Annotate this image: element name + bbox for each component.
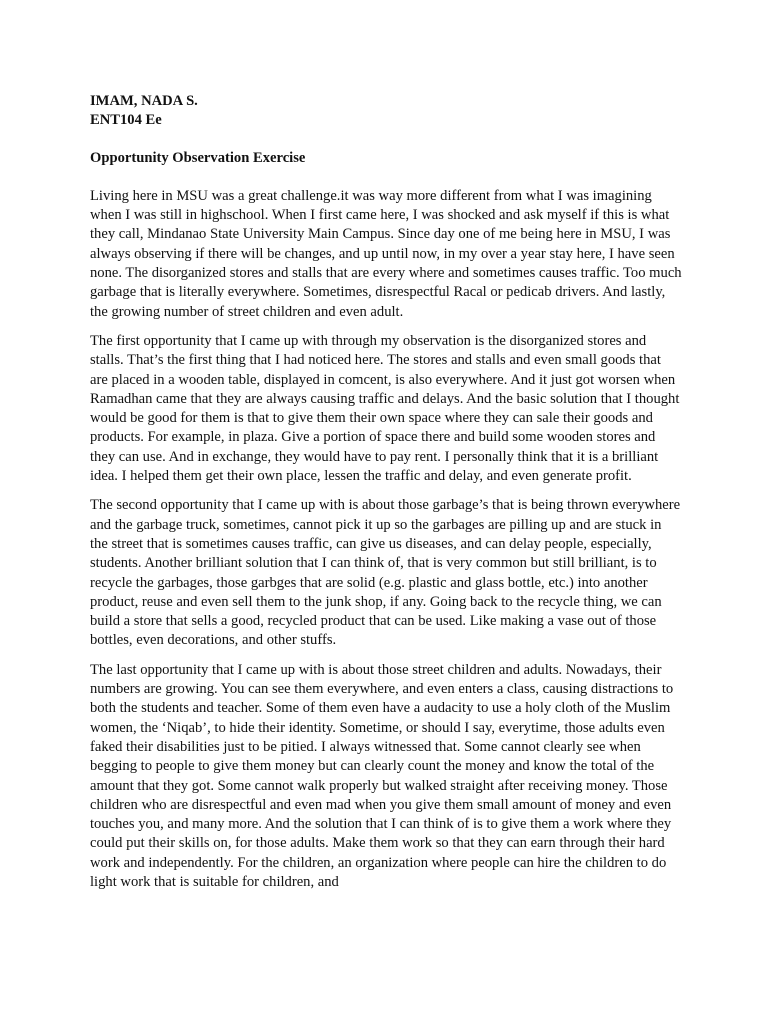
paragraph-second-opportunity: The second opportunity that I came up with is about those garbage’s that is being thrown everywhere and the garbage truck, sometimes, cannot pick it up so the garbages are pilling up and are stuck in the street that is sometimes causes traffic, can give us diseases, and can delay people, especially, students. Another brilliant solution that I can think of, that is very common but still brilliant, is to recycle the garbages, those garbges that are solid (e.g. plastic and glass bottle, etc.) into another product, reuse and even sell them to the junk shop, if any. Going back to the recycle thing, we can build a store that sells a good, recycled product that can be used. Like making a vase out of those bottles, even decorations, and other stuffs. (90, 497, 681, 649)
document-body (90, 92, 682, 892)
course-code: ENT104 Ee (90, 112, 162, 129)
paragraph-intro: Living here in MSU was a great challenge.it was way more different from what I was imagining when I was still in highschool. When I first came here, I was shocked and ask myself if this is what they call, Mindanao State University Main Campus. Since day one of me being here in MSU, I was always observing if there will be changes, and up until now, in my over a year stay here, I have seen none. The disorganized stores and stalls that are every where and sometimes causes traffic. Too much garbage that is literally everywhere. Sometimes, disrespectful Racal or pedicab drivers. And lastly, the growing number of street children and even adult. (90, 187, 682, 320)
paragraph-last-opportunity: The last opportunity that I came up with is about those street children and adults. Nowadays, their numbers are growing. You can see them everywhere, and even enters a class, causing distractions to both the students and teacher. Some of them even have a audacity to use a holy cloth of the Muslim women, the ‘Niqab’, to hide their identity. Sometime, or should I say, everytime, those adults even faked their disabilities just to be pitied. I always witnessed that. Some cannot clearly see when begging to people to give them money but can clearly count the money and know the total of the amount that they got. Some cannot walk properly but walked straight after receiving money. Those children who are disrespectful and even mad when you give them small amount of money and even touches you, and many more. And the solution that I can think of is to give them a work where they could put their skills on, for those adults. Make them work so that they can earn through their hard work and independently. For the children, an organization where people can hire the children to do light work that is suitable for children, and (90, 661, 674, 890)
author-name: IMAM, NADA S. (90, 93, 198, 109)
document-title: Opportunity Observation Exercise (90, 149, 306, 166)
paragraph-first-opportunity: The first opportunity that I came up with through my observation is the disorganized stores and stalls. That’s the first thing that I had noticed here. The stores and stalls and even small goods that are placed in a wooden table, displayed in comcent, is also everywhere. And it just got worsen when Ramadhan came that they are always causing traffic and delays. And the basic solution that I thought would be good for them is that to give them their own space where they can sale their goods and products. For example, in plaza. Give a portion of space there and build some wooden stores and they can use. And in exchange, they would have to pay rent. I personally think that it is a brilliant idea. I helped them get their own place, lessen the traffic and delay, and even generate profit. (90, 332, 680, 485)
